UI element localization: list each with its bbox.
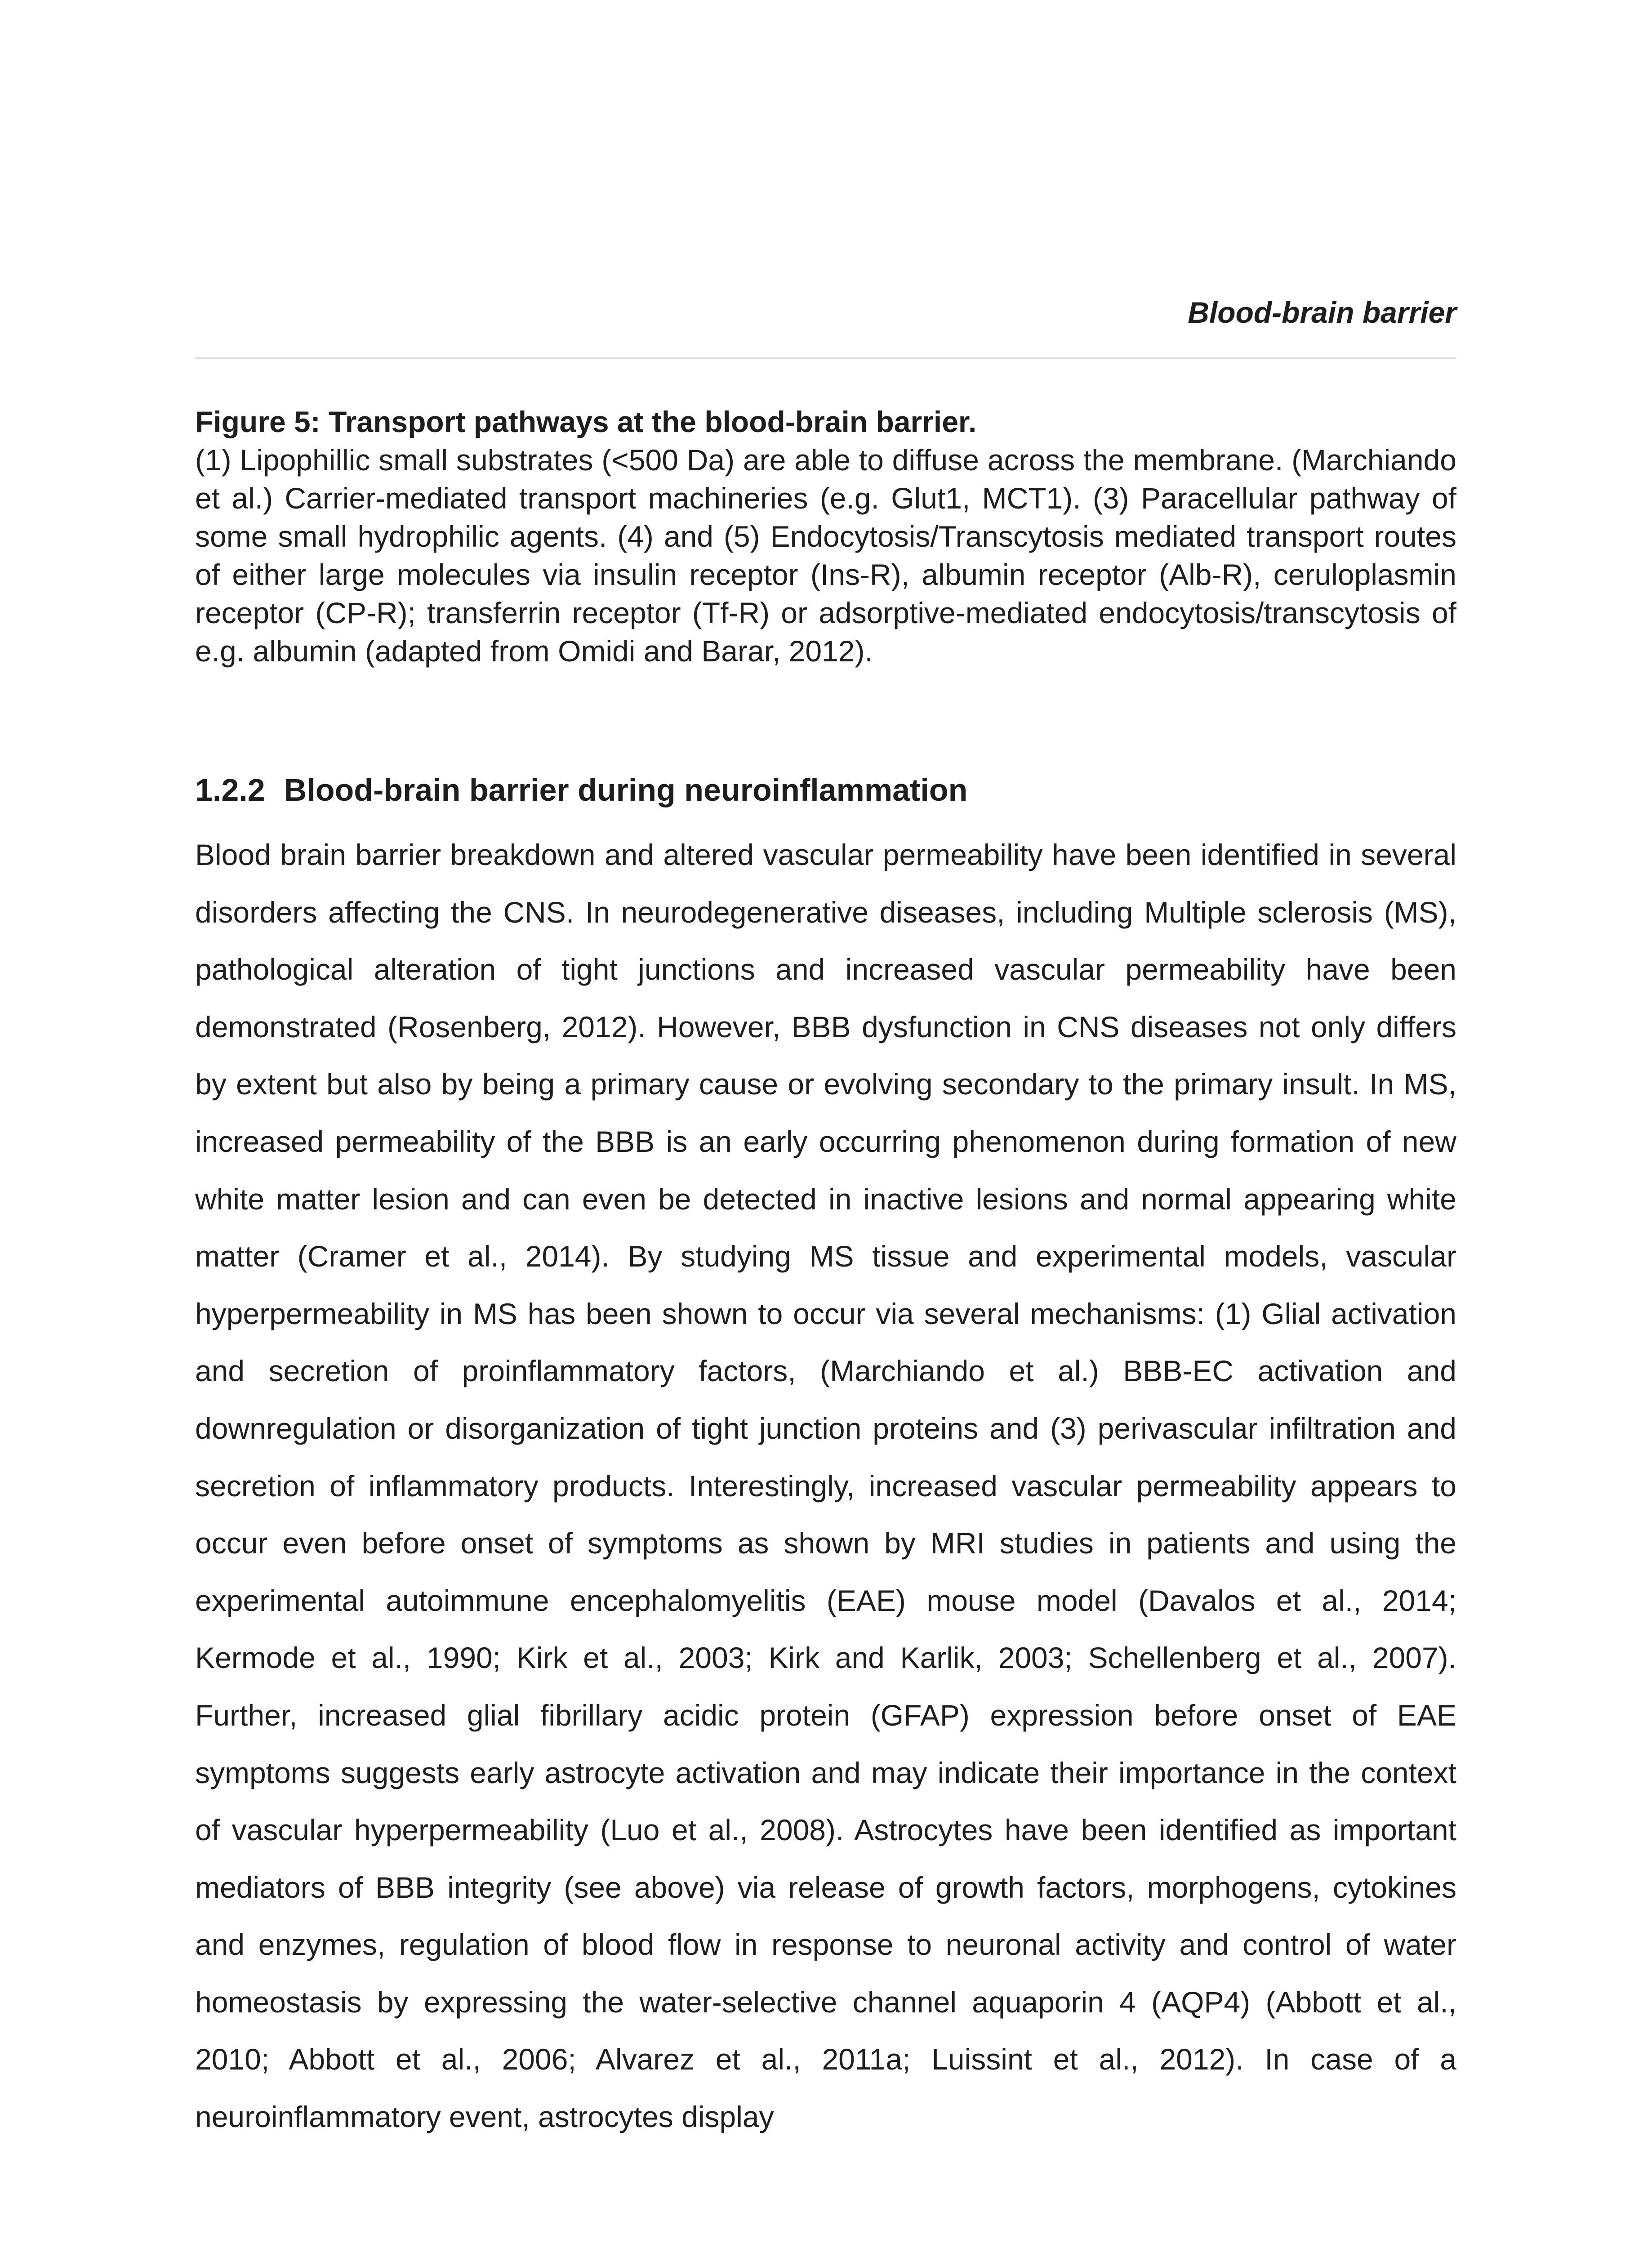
section-number: 1.2.2 xyxy=(195,772,265,807)
header-divider xyxy=(195,357,1456,359)
figure-caption-text: (1) Lipophillic small substrates (<500 Da) are able to diffuse across the membrane. (Marchiando et al.) Carrier-mediated transport machineries (e.g. Glut1, MCT1). (3) Paracellular pathway of some small hydrophilic agents. (4) and (5) Endocytosis/Transcytosis mediated transport routes of either large molecules via insulin receptor (Ins-R), albumin receptor (Alb-R), ceruloplasmin receptor (CP-R); transferrin receptor (Tf-R) or adsorptive-mediated endocytosis/transcytosis of e.g. albumin (adapted from Omidi and Barar, 2012). xyxy=(195,443,1456,668)
section-heading xyxy=(195,770,1456,810)
figure-caption-title: Figure 5: Transport pathways at the blood-brain barrier. xyxy=(195,405,977,438)
figure-caption xyxy=(195,403,1456,670)
section-body-paragraph: Blood brain barrier breakdown and altered vascular permeability have been identified in several disorders affecting the CNS. In neurodegenerative diseases, including Multiple sclerosis (MS), pathological alteration of tight junctions and increased vascular permeability have been demonstrated (Rosenberg, 2012). However, BBB dysfunction in CNS diseases not only differs by extent but also by being a primary cause or evolving secondary to the primary insult. In MS, increased permeability of the BBB is an early occurring phenomenon during formation of new white matter lesion and can even be detected in inactive lesions and normal appearing white matter (Cramer et al., 2014). By studying MS tissue and experimental models, vascular hyperpermeability in MS has been shown to occur via several mechanisms: (1) Glial activation and secretion of proinflammatory factors, (Marchiando et al.) BBB-EC activation and downregulation or disorganization of tight junction proteins and (3) perivascular infiltration and secretion of inflammatory products. Interestingly, increased vascular permeability appears to occur even before onset of symptoms as shown by MRI studies in patients and using the experimental autoimmune encephalomyelitis (EAE) mouse model (Davalos et al., 2014; Kermode et al., 1990; Kirk et al., 2003; Kirk and Karlik, 2003; Schellenberg et al., 2007). Further, increased glial fibrillary acidic protein (GFAP) expression before onset of EAE symptoms suggests early astrocyte activation and may indicate their importance in the context of vascular hyperpermeability (Luo et al., 2008). Astrocytes have been identified as important mediators of BBB integrity (see above) via release of growth factors, morphogens, cytokines and enzymes, regulation of blood flow in response to neuronal activity and control of water homeostasis by expressing the water-selective channel aquaporin 4 (AQP4) (Abbott et al., 2010; Abbott et al., 2006; Alvarez et al., 2011a; Luissint et al., 2012). In case of a neuroinflammatory event, astrocytes display xyxy=(195,838,1456,2134)
section-title: Blood-brain barrier during neuroinflammation xyxy=(284,772,968,807)
running-header: Blood-brain barrier xyxy=(1188,296,1456,329)
